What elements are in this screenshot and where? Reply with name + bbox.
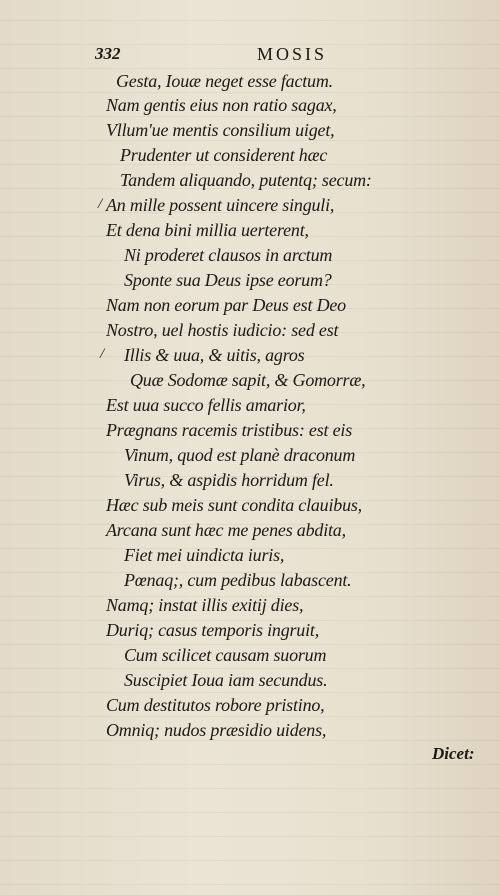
verse-line: Sponte sua Deus ipse eorum? [124,270,332,290]
running-head: MOSIS [257,44,328,64]
verse-line: Vllum'ue mentis consilium uiget, [106,120,335,140]
page-header [95,44,385,66]
margin-tick-mark: / [98,196,103,212]
verse-line: Est uua succo fellis amarior, [106,395,306,415]
verse-line: Fiet mei uindicta iuris, [124,545,285,565]
verse-line: Duriq; casus temporis ingruit, [106,620,320,640]
verse-line: Illis & uua, & uitis, agros [124,345,305,365]
verse-line: Virus, & aspidis horridum fel. [124,470,334,490]
verse-line: An mille possent uincere singuli, [106,195,335,215]
catchword: Dicet: [432,744,475,763]
verse-line: Pœnaq;, cum pedibus labascent. [124,570,352,590]
verse-line: Namq; instat illis exitij dies, [106,595,304,615]
verse-line: Quæ Sodomæ sapit, & Gomorræ, [130,370,366,390]
verse-line: Nam non eorum par Deus est Deo [106,295,346,315]
verse-line: Vinum, quod est planè draconum [124,445,356,465]
margin-tick-mark: / [100,346,105,362]
verse-line: Prægnans racemis tristibus: est eis [106,420,353,440]
page-number: 332 [95,44,121,63]
verse-line: Et dena bini millia uerterent, [106,220,309,240]
verse-line: Suscipiet Ioua iam secundus. [124,670,328,690]
verse-line: Cum scilicet causam suorum [124,645,327,665]
verse-line: Cum destitutos robore pristino, [106,695,325,715]
verse-line: Gesta, Iouæ neget esse factum. [116,71,333,91]
verse-line: Ni proderet clausos in arctum [124,245,333,265]
verse-line: Prudenter ut considerent hæc [120,145,328,165]
verse-line: Nostro, uel hostis iudicio: sed est [106,320,339,340]
verse-line: Omniq; nudos præsidio uidens, [106,720,327,740]
verse-line: Hæc sub meis sunt condita clauibus, [106,495,362,515]
verse-line: Nam gentis eius non ratio sagax, [106,95,337,115]
verse-line: Tandem aliquando, putentq; secum: [120,170,372,190]
verse-line: Arcana sunt hæc me penes abdita, [106,520,346,540]
